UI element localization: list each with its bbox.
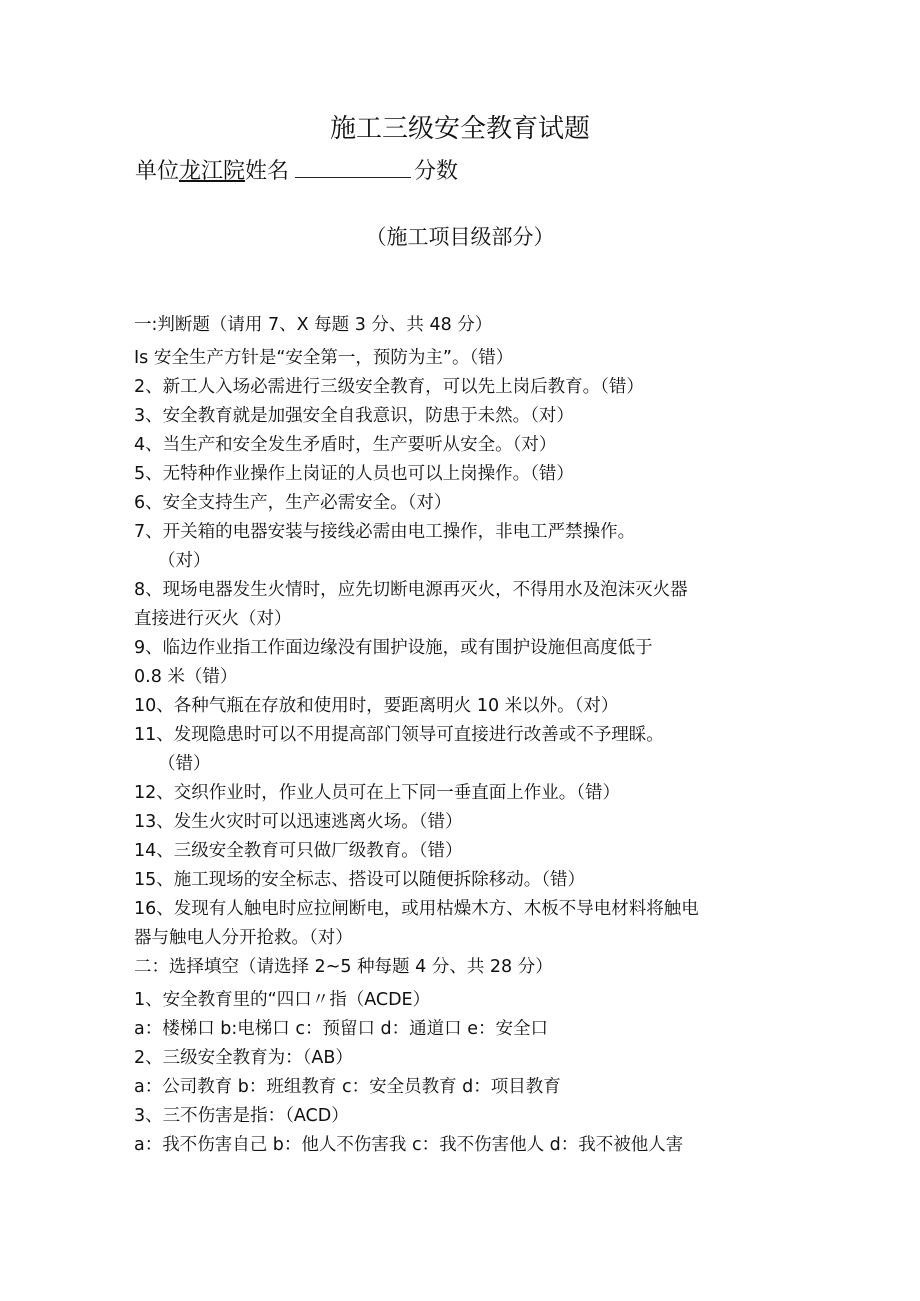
question-line: 13、发生火灾时可以迅速逃离火场。（错）: [134, 812, 463, 832]
score-label: 分数: [414, 159, 459, 184]
section-subtitle: （施工项目级部分）: [365, 225, 555, 249]
unit-label: 单位: [135, 159, 180, 184]
question-line: （对）: [158, 551, 211, 571]
question-body: [134, 311, 794, 1160]
question-line: 7、开关箱的电器安装与接线必需由电工操作，非电工严禁操作。: [134, 522, 636, 542]
question-line: 1、安全教育里的“四口〃指（ACDE）: [134, 990, 431, 1010]
question-line: 3、三不伤害是指：（ACD）: [134, 1106, 349, 1126]
question-line: Is 安全生产方针是“安全第一，预防为主”。（错）: [134, 348, 514, 368]
question-line: 0.8 米（错）: [134, 667, 238, 687]
document-title: 施工三级安全教育试题: [329, 114, 590, 144]
question-line: 8、现场电器发生火情时，应先切断电源再灭火，不得用水及泡沫灭火器: [134, 580, 688, 600]
question-line: 2、三级安全教育为：（AB）: [134, 1048, 353, 1068]
name-blank: [295, 155, 411, 178]
question-line: 9、临边作业指工作面边缘没有围护设施，或有围护设施但高度低于: [134, 638, 653, 658]
question-line: a：公司教育 b：班组教育 c：安全员教育 d：项目教育: [134, 1077, 561, 1097]
unit-value: 龙江院: [179, 159, 246, 184]
question-line: a：楼梯口 b:电梯口 c：预留口 d：通道口 e：安全口: [134, 1019, 548, 1039]
question-line: 6、安全支持生产，生产必需安全。（对）: [134, 493, 452, 513]
question-line: 12、交织作业时，作业人员可在上下同一垂直面上作业。（错）: [134, 783, 621, 803]
question-line: 5、无特种作业操作上岗证的人员也可以上岗操作。（错）: [134, 464, 574, 484]
section1-heading: 一:判断题（请用 7、X 每题 3 分、共 48 分）: [134, 315, 493, 335]
question-line: （错）: [158, 754, 211, 774]
question-line: 器与触电人分开抢救。（对）: [134, 928, 353, 948]
question-line: a：我不伤害自己 b：他人不伤害我 c：我不伤害他人 d：我不被他人害: [134, 1135, 684, 1155]
question-line: 2、新工人入场必需进行三级安全教育，可以先上岗后教育。（错）: [134, 377, 644, 397]
question-line: 14、三级安全教育可只做厂级教育。（错）: [134, 841, 463, 861]
question-line: 10、各种气瓶在存放和使用时，要距离明火 10 米以外。（对）: [134, 696, 619, 716]
question-line: 4、当生产和安全发生矛盾时，生产要听从安全。（对）: [134, 435, 557, 455]
question-line: 15、施工现场的安全标志、搭设可以随便拆除移动。（错）: [134, 870, 586, 890]
name-label: 姓名: [245, 159, 290, 184]
question-line: 直接进行灭火（对）: [134, 609, 292, 629]
section2-heading: 二：选择填空（请选择 2~5 种每题 4 分、共 28 分）: [134, 957, 553, 977]
question-line: 16、发现有人触电时应拉闸断电，或用枯燥木方、木板不导电材料将触电: [134, 899, 699, 919]
question-line: 3、安全教育就是加强安全自我意识，防患于未然。（对）: [134, 406, 574, 426]
header-info-line: [135, 155, 458, 189]
question-line: 11、发现隐患时可以不用提高部门领导可直接进行改善或不予理睬。: [134, 725, 664, 745]
